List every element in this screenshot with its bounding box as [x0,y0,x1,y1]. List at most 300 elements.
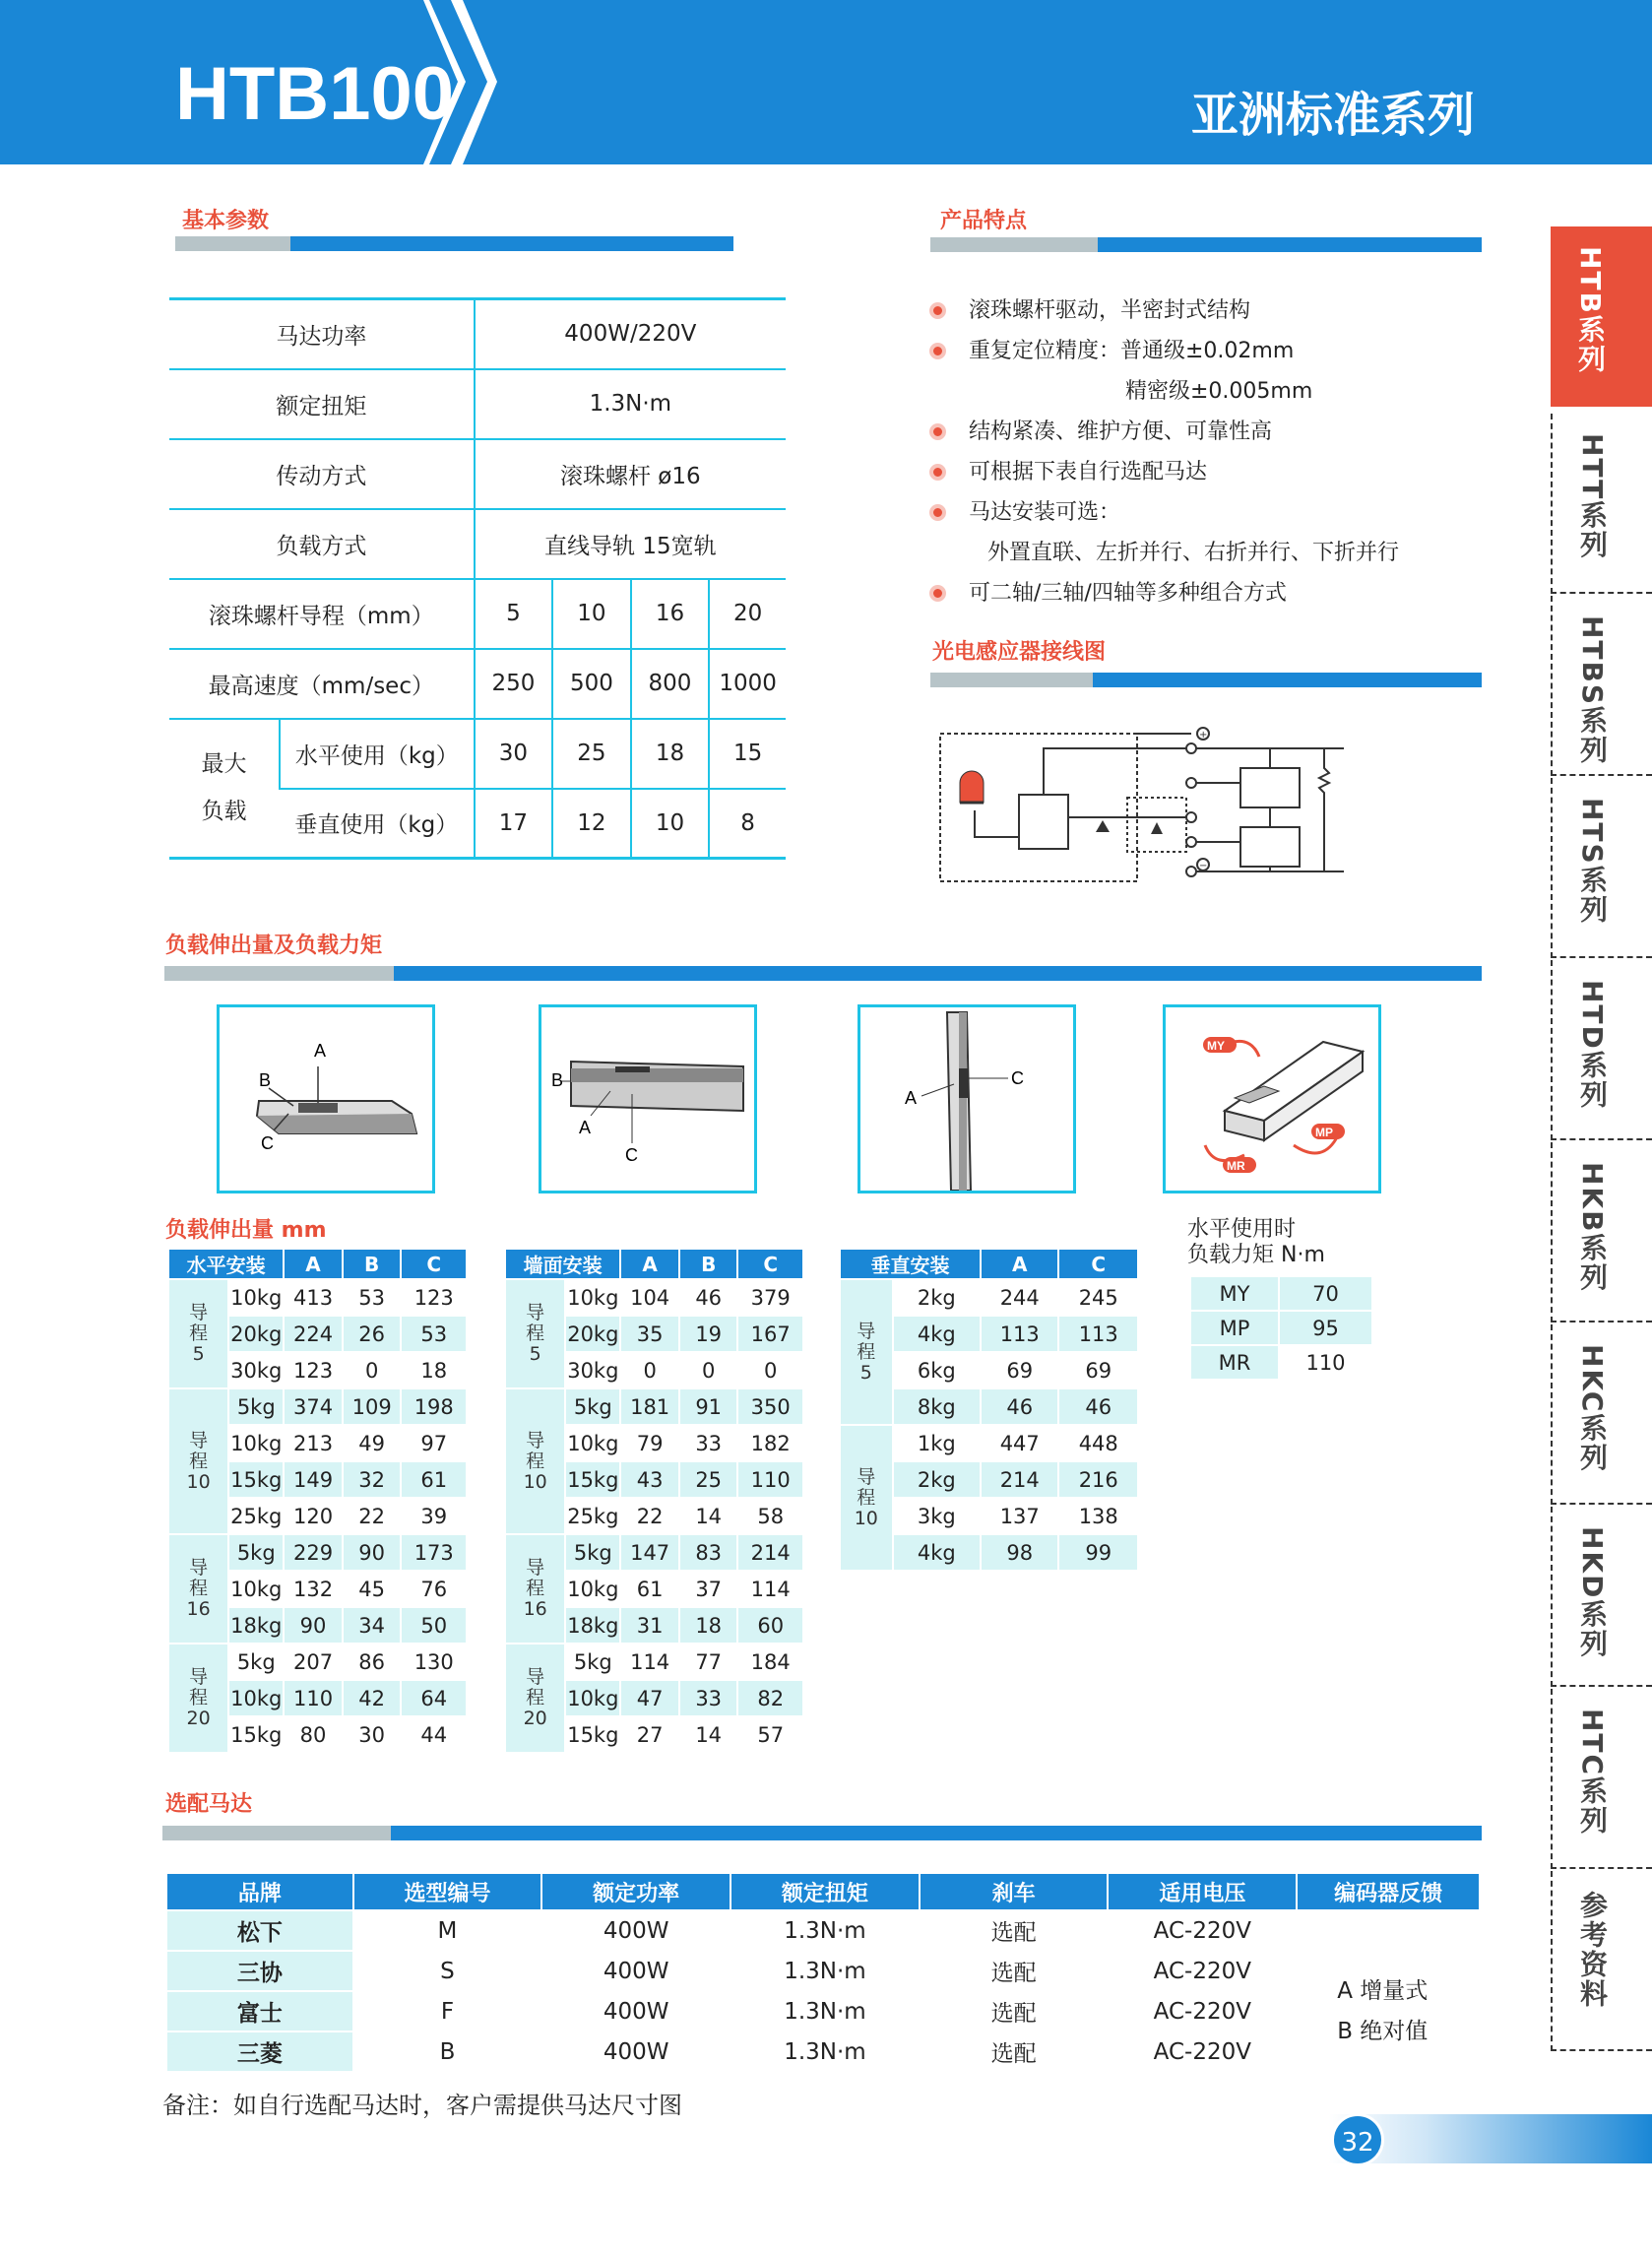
vert-value: 17 [475,789,553,859]
series-tab-label: HTT系列 [1576,433,1609,560]
table-cell: 5kg [228,1644,284,1680]
table-cell: 10kg [228,1279,284,1316]
series-tab-label: HKC系列 [1576,1344,1609,1473]
table-cell: 26 [343,1316,402,1352]
motor-section-bar [162,1826,1482,1840]
table-cell: 15kg [565,1716,620,1753]
table-cell: 5kg [565,1644,620,1680]
power-value: 400W/220V [475,299,786,369]
table-cell: 114 [737,1571,803,1607]
horiz-value: 30 [475,719,553,789]
motor-cell: 1.3N·m [731,2031,920,2072]
speed-value: 800 [631,649,710,719]
label-my: MY [1207,1039,1225,1053]
label-c: C [261,1133,274,1153]
motor-table [165,1872,1481,2073]
series-tab[interactable] [1551,414,1652,594]
table-cell: 120 [284,1498,343,1534]
table-header: B [679,1249,737,1279]
table-row [505,1644,803,1680]
table-cell: 90 [343,1534,402,1571]
max-load-label-1: 最大 [201,751,247,778]
series-title: 亚洲标准系列 [1191,88,1476,143]
lead-cell: 导 程 5 [168,1279,228,1388]
table-cell: 69 [1058,1352,1138,1388]
motor-cell: 松下 [166,1910,353,1951]
table-cell: 18 [401,1352,467,1388]
table-cell: 61 [620,1571,679,1607]
basic-section-title: 基本参数 [182,209,270,233]
overhang-title: 负载伸出量 mm [165,1218,327,1243]
lead-cell: 导 程 20 [168,1644,228,1753]
label-b: B [259,1070,272,1090]
speed-label: 最高速度（mm/sec） [169,649,475,719]
motor-section-title: 选配马达 [165,1792,253,1817]
table-cell: 79 [620,1425,679,1461]
max-load-label-2: 负载 [201,799,247,825]
table-cell: 25kg [228,1498,284,1534]
series-tab-label: HTBS系列 [1576,615,1609,766]
table-cell: 31 [620,1607,679,1644]
table-cell: 14 [679,1498,737,1534]
motor-cell: 选配 [920,1951,1109,1991]
table-cell: 5kg [228,1388,284,1425]
footnote: 备注：如自行选配马达时，客户需提供马达尺寸图 [162,2092,682,2119]
table-cell: 214 [981,1461,1059,1498]
page-header [0,0,1652,164]
lead-cell: 导 程 20 [505,1644,565,1753]
moment-table [1189,1275,1373,1381]
feature-text: 重复定位精度：普通级±0.02mm [969,339,1295,363]
series-tab-label: HTC系列 [1576,1709,1609,1837]
table-cell: 90 [284,1607,343,1644]
table-cell: 10kg [565,1425,620,1461]
table-cell: 53 [401,1316,467,1352]
table-cell: 80 [284,1716,343,1753]
table-cell: 45 [343,1571,402,1607]
motor-header: 适用电压 [1108,1873,1297,1910]
table-cell: 91 [679,1388,737,1425]
table-cell: 1kg [893,1425,981,1461]
table-cell: 138 [1058,1498,1138,1534]
table-cell: 8kg [893,1388,981,1425]
motor-header: 额定功率 [541,1873,731,1910]
series-tab[interactable] [1551,960,1652,1140]
feature-item [925,290,1399,331]
table-row [505,1388,803,1425]
motor-header: 品牌 [166,1873,353,1910]
wall-overhang-table [504,1248,804,1754]
table-header: 水平安装 [168,1249,284,1279]
table-cell: 14 [679,1716,737,1753]
table-cell: 350 [737,1388,803,1425]
lead-cell: 导 程 5 [505,1279,565,1388]
load-label: 负载方式 [169,509,475,579]
table-cell: 22 [343,1498,402,1534]
horiz-value: 15 [709,719,786,789]
table-row [840,1279,1138,1316]
series-tab[interactable] [1551,1324,1652,1505]
feature-item-cont [925,371,1399,412]
table-cell: 379 [737,1279,803,1316]
table-cell: 44 [401,1716,467,1753]
label-c: C [1011,1068,1024,1088]
table-cell: 207 [284,1644,343,1680]
feature-item [925,331,1399,371]
table-cell: 10kg [565,1279,620,1316]
moment-figure [1163,1004,1381,1193]
motor-header: 编码器反馈 [1297,1873,1480,1910]
table-cell: 10kg [565,1680,620,1716]
table-cell: 57 [737,1716,803,1753]
series-tab[interactable] [1551,778,1652,958]
label-c: C [625,1145,638,1165]
table-cell: 216 [1058,1461,1138,1498]
moment-key: MY [1190,1276,1279,1311]
table-cell: 413 [284,1279,343,1316]
motor-cell: 选配 [920,1910,1109,1951]
table-cell: 130 [401,1644,467,1680]
basic-params-table [169,297,786,860]
horiz-value: 25 [552,719,631,789]
table-cell: 109 [343,1388,402,1425]
motor-cell: 三菱 [166,2031,353,2072]
motor-row [166,2031,1480,2072]
table-cell: 374 [284,1388,343,1425]
motor-row [166,1951,1480,1991]
table-row [505,1534,803,1571]
table-cell: 15kg [228,1461,284,1498]
table-cell: 0 [620,1352,679,1388]
motor-cell: 三协 [166,1951,353,1991]
table-cell: 113 [981,1316,1059,1352]
torque-value: 1.3N·m [475,369,786,439]
feature-text: 结构紧凑、维护方便、可靠性高 [969,419,1273,444]
table-cell: 5kg [565,1534,620,1571]
table-cell: 123 [284,1352,343,1388]
lead-cell: 导 程 10 [840,1425,893,1571]
features-section-title: 产品特点 [940,209,1028,233]
table-cell: 198 [401,1388,467,1425]
table-cell: 173 [401,1534,467,1571]
bullet-icon [929,585,946,602]
table-cell: 229 [284,1534,343,1571]
table-cell: 98 [981,1534,1059,1571]
horizontal-overhang-table [167,1248,468,1754]
table-cell: 448 [1058,1425,1138,1461]
table-cell: 49 [343,1425,402,1461]
table-cell: 6kg [893,1352,981,1388]
feature-item-cont [925,533,1399,573]
vert-value: 12 [552,789,631,859]
table-cell: 447 [981,1425,1059,1461]
features-list [925,290,1399,613]
motor-cell: 400W [541,2031,731,2072]
table-cell: 76 [401,1571,467,1607]
table-cell: 104 [620,1279,679,1316]
table-cell: 147 [620,1534,679,1571]
wall-mount-figure [539,1004,757,1193]
vert-label: 垂直使用（kg） [280,789,475,859]
table-cell: 53 [343,1279,402,1316]
table-cell: 181 [620,1388,679,1425]
feature-text: 马达安装可选： [969,500,1121,525]
series-tab-label: HTS系列 [1576,798,1609,925]
series-tab[interactable] [1551,596,1652,776]
table-cell: 25kg [565,1498,620,1534]
table-cell: 214 [737,1534,803,1571]
table-cell: 25 [679,1461,737,1498]
table-cell: 42 [343,1680,402,1716]
table-header: A [620,1249,679,1279]
torque-label: 额定扭矩 [169,369,475,439]
table-cell: 18kg [565,1607,620,1644]
vert-body [840,1279,1138,1571]
drive-label: 传动方式 [169,439,475,509]
table-cell: 3kg [893,1498,981,1534]
table-cell: 43 [620,1461,679,1498]
table-cell: 61 [401,1461,467,1498]
motor-cell: M [353,1910,542,1951]
sensor-section-bar [930,673,1482,687]
table-cell: 60 [737,1607,803,1644]
bullet-icon [929,343,946,359]
table-row [505,1279,803,1316]
load-section-bar [164,966,1482,981]
series-tab[interactable] [1551,1689,1652,1869]
moment-key: MP [1190,1311,1279,1345]
label-mr: MR [1227,1159,1245,1173]
table-cell: 35 [620,1316,679,1352]
table-cell: 19 [679,1316,737,1352]
horiz-value: 18 [631,719,710,789]
motor-cell: AC-220V [1108,1910,1297,1951]
table-cell: 2kg [893,1461,981,1498]
motor-row [166,1991,1480,2031]
table-cell: 114 [620,1644,679,1680]
table-cell: 99 [1058,1534,1138,1571]
table-cell: 149 [284,1461,343,1498]
table-cell: 18 [679,1607,737,1644]
label-b: B [551,1070,564,1090]
motor-cell: 400W [541,1951,731,1991]
table-cell: 69 [981,1352,1059,1388]
lead-value: 10 [552,579,631,649]
table-cell: 113 [1058,1316,1138,1352]
table-cell: 5kg [565,1388,620,1425]
series-tab-label: HTD系列 [1576,980,1609,1110]
feature-text: 滚珠螺杆驱动，半密封式结构 [969,298,1251,323]
table-cell: 0 [737,1352,803,1388]
feature-text: 可二轴/三轴/四轴等多种组合方式 [969,581,1287,606]
table-cell: 97 [401,1425,467,1461]
feature-text: 精密级±0.005mm [1125,379,1313,404]
motor-cell: 1.3N·m [731,1951,920,1991]
feature-item [925,412,1399,452]
label-mp: MP [1315,1126,1333,1139]
table-cell: 167 [737,1316,803,1352]
lead-cell: 导 程 16 [505,1534,565,1644]
table-cell: 46 [1058,1388,1138,1425]
motor-cell: B [353,2031,542,2072]
table-header: C [737,1249,803,1279]
motor-cell: 1.3N·m [731,1991,920,2031]
table-cell: 30 [343,1716,402,1753]
encoder-cell: A 增量式 B 绝对值 [1297,1910,1480,2072]
moment-key: MR [1190,1345,1279,1380]
table-cell: 82 [737,1680,803,1716]
table-cell: 4kg [893,1316,981,1352]
load-value: 直线导轨 15宽轨 [475,509,786,579]
table-header: B [343,1249,402,1279]
label-a: A [314,1041,327,1061]
table-cell: 64 [401,1680,467,1716]
motor-cell: 1.3N·m [731,1910,920,1951]
sensor-wiring-diagram [930,724,1354,896]
vertical-overhang-table [839,1248,1139,1572]
table-cell: 244 [981,1279,1059,1316]
series-tab[interactable] [1551,226,1652,407]
table-cell: 50 [401,1607,467,1644]
speed-value: 500 [552,649,631,719]
table-cell: 22 [620,1498,679,1534]
lead-cell: 导 程 5 [840,1279,893,1425]
lead-cell: 导 程 16 [168,1534,228,1644]
wall-body [505,1279,803,1753]
motor-cell: 400W [541,1991,731,2031]
feature-item [925,452,1399,492]
bullet-icon [929,464,946,481]
bullet-icon [929,504,946,521]
horizontal-mount-figure [217,1004,435,1193]
basic-section-bar [175,236,733,251]
moment-value: 110 [1279,1345,1372,1380]
table-cell: 83 [679,1534,737,1571]
table-cell: 213 [284,1425,343,1461]
sensor-section-title: 光电感应器接线图 [932,640,1107,665]
table-cell: 132 [284,1571,343,1607]
table-cell: 30kg [228,1352,284,1388]
motor-cell: AC-220V [1108,2031,1297,2072]
svg-text:−: − [1199,861,1208,871]
table-cell: 20kg [228,1316,284,1352]
table-cell: 110 [284,1680,343,1716]
table-cell: 30kg [565,1352,620,1388]
feature-text: 可根据下表自行选配马达 [969,460,1208,484]
table-cell: 0 [679,1352,737,1388]
table-header: A [981,1249,1059,1279]
table-cell: 27 [620,1716,679,1753]
table-cell: 77 [679,1644,737,1680]
motor-row [166,1910,1480,1951]
lead-value: 16 [631,579,710,649]
table-cell: 15kg [228,1716,284,1753]
lead-value: 20 [709,579,786,649]
motor-cell: 富士 [166,1991,353,2031]
table-cell: 224 [284,1316,343,1352]
svg-text:+: + [1199,730,1208,741]
series-tab-label: 参考资料 [1576,1891,1609,2009]
speed-value: 250 [475,649,553,719]
table-row [168,1644,467,1680]
bullet-icon [929,423,946,440]
table-cell: 33 [679,1680,737,1716]
table-row [168,1388,467,1425]
table-cell: 15kg [565,1461,620,1498]
table-header: 墙面安装 [505,1249,620,1279]
table-cell: 5kg [228,1534,284,1571]
page-number: 32 [1331,2113,1384,2166]
table-cell: 184 [737,1644,803,1680]
motor-header: 选型编号 [353,1873,542,1910]
table-cell: 10kg [228,1571,284,1607]
load-section-title: 负载伸出量及负载力矩 [165,934,383,958]
label-a: A [905,1088,918,1108]
table-cell: 58 [737,1498,803,1534]
drive-value: 滚珠螺杆 ø16 [475,439,786,509]
table-cell: 10kg [565,1571,620,1607]
speed-value: 1000 [709,649,786,719]
series-tab[interactable] [1551,1507,1652,1687]
motor-cell: 400W [541,1910,731,1951]
series-tab-label: HKB系列 [1576,1162,1609,1293]
table-cell: 20kg [565,1316,620,1352]
table-cell: 123 [401,1279,467,1316]
label-a: A [579,1118,592,1137]
motor-cell: AC-220V [1108,1991,1297,2031]
table-cell: 39 [401,1498,467,1534]
motor-header: 额定扭矩 [731,1873,920,1910]
lead-label: 滚珠螺杆导程（mm） [169,579,475,649]
table-header: C [401,1249,467,1279]
table-cell: 110 [737,1461,803,1498]
table-cell: 37 [679,1571,737,1607]
horiz-label: 水平使用（kg） [280,719,475,789]
power-label: 马达功率 [276,323,367,350]
table-row [168,1534,467,1571]
max-load-label [169,719,280,859]
table-cell: 32 [343,1461,402,1498]
motor-cell: 选配 [920,1991,1109,2031]
series-tab[interactable] [1551,1142,1652,1322]
moment-title-2: 负载力矩 N·m [1187,1243,1325,1267]
motor-cell: AC-220V [1108,1951,1297,1991]
moment-title [1187,1217,1325,1268]
model-title: HTB100 [175,52,454,136]
series-tab[interactable] [1551,1871,1652,2051]
series-tab-label: HKD系列 [1576,1526,1609,1659]
motor-cell: S [353,1951,542,1991]
table-cell: 10kg [228,1680,284,1716]
bullet-icon [929,302,946,319]
table-cell: 46 [981,1388,1059,1425]
table-cell: 47 [620,1680,679,1716]
table-cell: 86 [343,1644,402,1680]
moment-value: 70 [1279,1276,1372,1311]
table-cell: 245 [1058,1279,1138,1316]
motor-cell: 选配 [920,2031,1109,2072]
table-header: A [284,1249,343,1279]
feature-item [925,492,1399,533]
features-section-bar [930,237,1482,252]
vert-value: 10 [631,789,710,859]
table-cell: 33 [679,1425,737,1461]
table-row [168,1279,467,1316]
table-cell: 182 [737,1425,803,1461]
feature-text: 外置直联、左折并行、右折并行、下折并行 [987,541,1400,565]
table-header: C [1058,1249,1138,1279]
vert-value: 8 [709,789,786,859]
